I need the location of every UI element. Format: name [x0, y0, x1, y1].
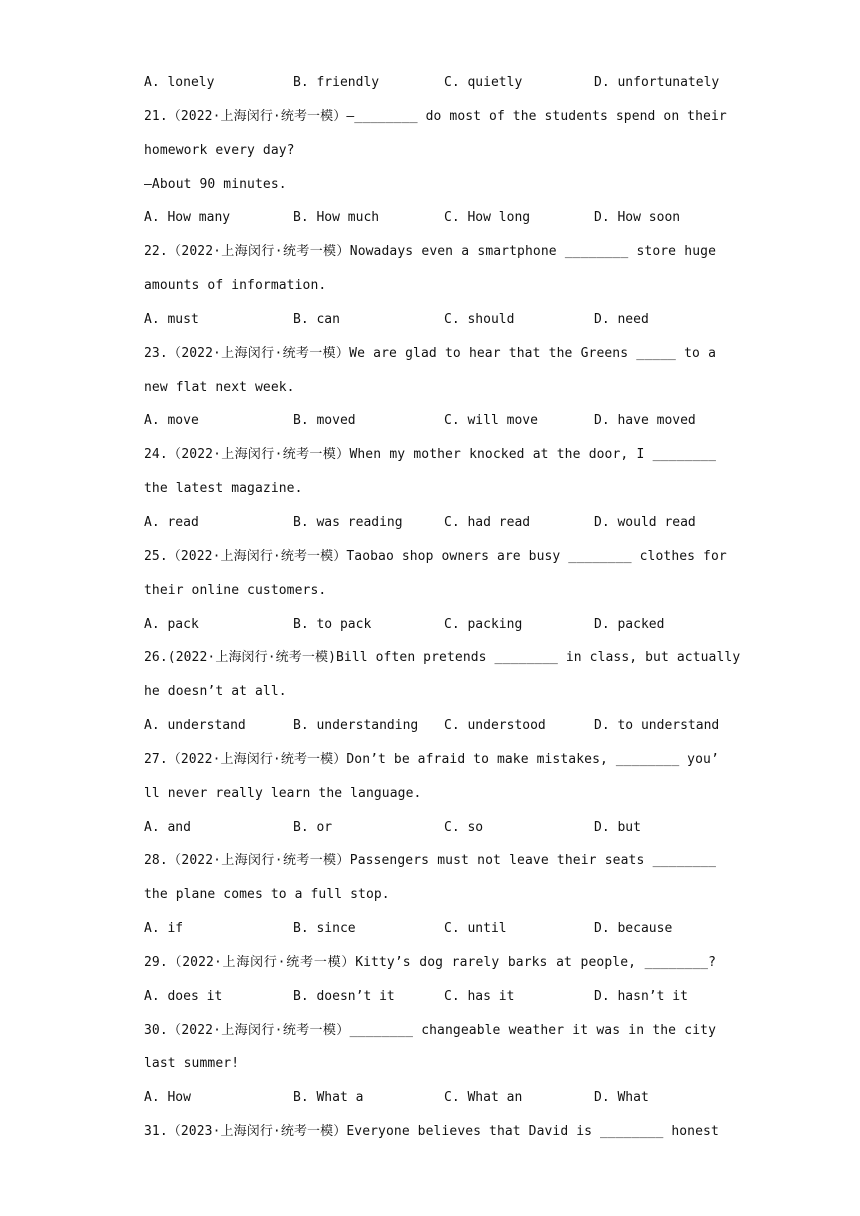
question-text: 25.（2022·上海闵行·统考一模）Taobao shop owners are busy ________ clothes for [144, 548, 727, 564]
question-text-continued: last summer! [144, 1056, 240, 1072]
answer-options-row [144, 608, 716, 642]
question-text-continued: the plane comes to a full stop. [144, 887, 390, 903]
option-a: A. How [144, 1090, 191, 1106]
answer-options-row [144, 709, 720, 743]
question-text-continued: homework every day? [144, 142, 295, 158]
option-b: B. to pack [293, 616, 372, 632]
option-a: A. if [144, 921, 184, 937]
answer-options-row [144, 1081, 716, 1115]
answer-options-row [144, 980, 716, 1014]
option-b: B. since [293, 921, 356, 937]
option-d: D. because [594, 921, 673, 937]
answer-options-row [144, 201, 716, 235]
question-text-continued: he doesn’t at all. [144, 684, 287, 700]
document-page [144, 66, 741, 1149]
question-text: 22.（2022·上海闵行·统考一模）Nowadays even a smartphone ________ store huge [144, 244, 716, 260]
option-a: A. How many [144, 210, 231, 226]
option-a: A. must [144, 311, 199, 327]
question-text-continued: —About 90 minutes. [144, 176, 287, 192]
question-text: 26.(2022·上海闵行·统考一模)Bill often pretends ________ in class, but actually [144, 650, 741, 666]
option-c: C. so [444, 819, 484, 835]
option-a: A. read [144, 514, 199, 530]
option-b: B. moved [293, 413, 356, 429]
option-c: C. understood [444, 718, 546, 734]
option-d: D. hasn’t it [594, 988, 688, 1004]
option-b: B. What a [293, 1090, 364, 1106]
question-text: 27.（2022·上海闵行·统考一模）Don’t be afraid to make mistakes, ________ you’ [144, 751, 719, 767]
option-c: C. should [444, 311, 515, 327]
question-text: 28.（2022·上海闵行·统考一模）Passengers must not leave their seats ________ [144, 853, 716, 869]
answer-options-row [144, 66, 720, 100]
option-c: C. has it [444, 988, 515, 1004]
option-a: A. pack [144, 616, 199, 632]
option-b: B. understanding [293, 718, 419, 734]
option-d: D. unfortunately [594, 75, 720, 90]
answer-options-row [144, 811, 716, 845]
option-a: A. and [144, 819, 191, 835]
option-b: B. friendly [293, 75, 380, 90]
answer-options-row [144, 506, 716, 540]
option-b: B. was reading [293, 514, 403, 530]
option-d: D. have moved [594, 413, 696, 429]
answer-options-row [144, 303, 716, 337]
option-c: C. until [444, 921, 507, 937]
option-d: D. but [594, 819, 641, 835]
question-text-continued: amounts of information. [144, 278, 327, 294]
option-c: C. What an [444, 1090, 523, 1106]
answer-options-row [144, 404, 716, 438]
option-b: B. can [293, 311, 340, 327]
option-c: C. quietly [444, 75, 523, 90]
option-d: D. What [594, 1090, 649, 1106]
option-a: A. move [144, 413, 199, 429]
option-c: C. will move [444, 413, 538, 429]
option-d: D. to understand [594, 718, 720, 734]
option-c: C. had read [444, 514, 531, 530]
question-text-continued: their online customers. [144, 582, 327, 598]
question-text-continued: new flat next week. [144, 379, 295, 395]
option-a: A. lonely [144, 75, 215, 90]
option-b: B. How much [293, 210, 380, 226]
question-text: 29.（2022·上海闵行·统考一模）Kitty’s dog rarely barks at people, ________? [144, 954, 716, 970]
option-b: B. or [293, 819, 333, 835]
question-text: 23.（2022·上海闵行·统考一模）We are glad to hear that the Greens _____ to a [144, 345, 716, 361]
option-a: A. does it [144, 988, 223, 1004]
option-b: B. doesn’t it [293, 988, 395, 1004]
question-text: 24.（2022·上海闵行·统考一模）When my mother knocked at the door, I ________ [144, 447, 716, 463]
option-c: C. How long [444, 210, 531, 226]
option-d: D. packed [594, 616, 665, 632]
question-text: 21.（2022·上海闵行·统考一模）—________ do most of the students spend on their [144, 108, 727, 124]
answer-options-row [144, 912, 716, 946]
question-text: 30.（2022·上海闵行·统考一模）________ changeable weather it was in the city [144, 1022, 716, 1038]
question-text: 31.（2023·上海闵行·统考一模）Everyone believes that David is ________ honest [144, 1124, 719, 1140]
option-d: D. need [594, 311, 649, 327]
option-a: A. understand [144, 718, 246, 734]
question-text-continued: ll never really learn the language. [144, 785, 422, 801]
question-text-continued: the latest magazine. [144, 481, 303, 497]
option-d: D. How soon [594, 210, 681, 226]
option-c: C. packing [444, 616, 523, 632]
option-d: D. would read [594, 514, 696, 530]
